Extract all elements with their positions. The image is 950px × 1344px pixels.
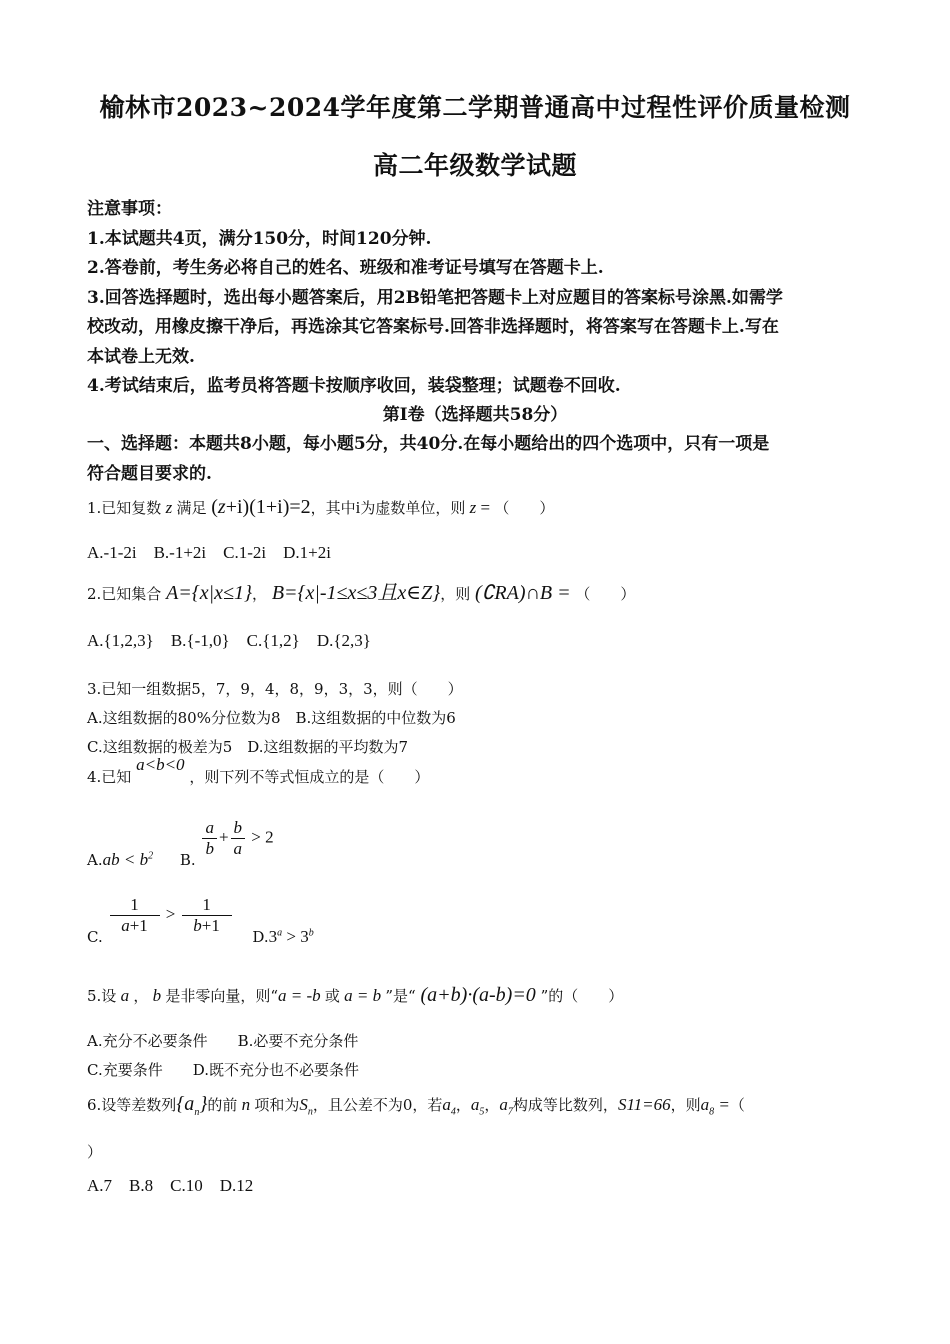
question-2-stem: 2.已知集合 A={x|x≤1}， B={x|-1≤x≤3且x∈Z}，则 (∁RA)∩B = （ ） (87, 582, 636, 604)
q4-condition: a<b<0 (136, 755, 185, 774)
q6-s11: S11=66 (617, 1095, 671, 1114)
notice-item-1: 1.本试题共4页，满分150分，时间120分钟. (87, 229, 432, 249)
notice-item-3-line-2: 校改动，用橡皮擦干净后，再选涂其它答案标号.回答非选择题时，将答案写在答题卡上.写在 (87, 317, 779, 337)
q2-set-a: A={x|x≤1} (166, 582, 253, 604)
part1-heading: 第I卷（选择题共58分） (382, 405, 568, 425)
question-1-stem: 1.已知复数 z 满足 (z+i)(1+i)=2，其中i为虚数单位，则 z = （ ） (87, 496, 555, 518)
question-6-stem-close: ） (87, 1143, 103, 1161)
question-3-options-1: A.这组数据的80%分位数为8 B.这组数据的中位数为6 (87, 709, 456, 727)
question-4-options-ab: $A.ab < b^2$ B. $\frac{a}{b}$ + $\frac{b}{a}$ > 2 (87, 818, 274, 869)
section-instructions-line-2: 符合题目要求的. (87, 464, 212, 484)
question-5-options-1: A.充分不必要条件 B.必要不充分条件 (87, 1032, 359, 1050)
question-4-stem: 4.已知 a<b<0 ，则下列不等式恒成立的是（ ） (87, 755, 430, 786)
question-1-options: A.-1-2i B.-1+2i C.1-2i D.1+2i (87, 543, 331, 562)
q2-set-b: B={x|-1≤x≤3且x∈Z} (271, 582, 441, 604)
notice-heading: 注意事项： (87, 199, 172, 219)
notice-item-3-line-3: 本试卷上无效. (87, 347, 195, 367)
exam-subtitle: 高二年级数学试题 (372, 151, 577, 180)
question-6-stem: 6.设等差数列$\{a_n\}$的前 n 项和为$S_n$，且公差不为0，若$a_4$，$a_5$，$a_7$构成等比数列，S11=66，则$a_8$ =（ (87, 1093, 745, 1118)
question-3-options-2: C.这组数据的极差为5 D.这组数据的平均数为7 (87, 738, 409, 756)
question-5-options-2: C.充要条件 D.既不充分也不必要条件 (87, 1061, 359, 1079)
question-2-options: A.{1,2,3} B.{-1,0} C.{1,2} D.{2,3} (87, 631, 371, 650)
notice-item-4: 4.考试结束后，监考员将答题卡按顺序收回，装袋整理；试题卷不回收. (87, 376, 621, 396)
exam-title: 榆林市2023~2024学年度第二学期普通高中过程性评价质量检测 (99, 93, 851, 122)
question-5-stem: 5.设 a ， b 是非零向量，则“a = -b 或 a = b ”是“ (a+b)·(a-b)=0 ”的（ ） (87, 984, 624, 1006)
notice-item-3-line-1: 3.回答选择题时，选出每小题答案后，用2B铅笔把答题卡上对应题目的答案标号涂黑.如需学 (87, 288, 783, 308)
question-3-stem: 3.已知一组数据5，7，9，4，8，9，3，3，则（ ） (87, 680, 463, 698)
q5-expression: (a+b)·(a-b)=0 (420, 984, 536, 1006)
question-6-options: A.7 B.8 C.10 D.12 (87, 1176, 254, 1195)
section-instructions-line-1: 一、选择题：本题共8小题，每小题5分，共40分.在每小题给出的四个选项中，只有一项是 (87, 434, 770, 454)
notice-item-2: 2.答卷前，考生务必将自己的姓名、班级和准考证号填写在答题卡上. (87, 258, 604, 278)
q2-expression: (∁RA)∩B = (475, 582, 571, 604)
q1-equation: (z+i)(1+i)=2 (211, 496, 311, 518)
question-4-options-cd: C. $\frac{1}{a+1}$ > $\frac{1}{b+1}$ $D.3^a > 3^b$ (87, 895, 314, 946)
